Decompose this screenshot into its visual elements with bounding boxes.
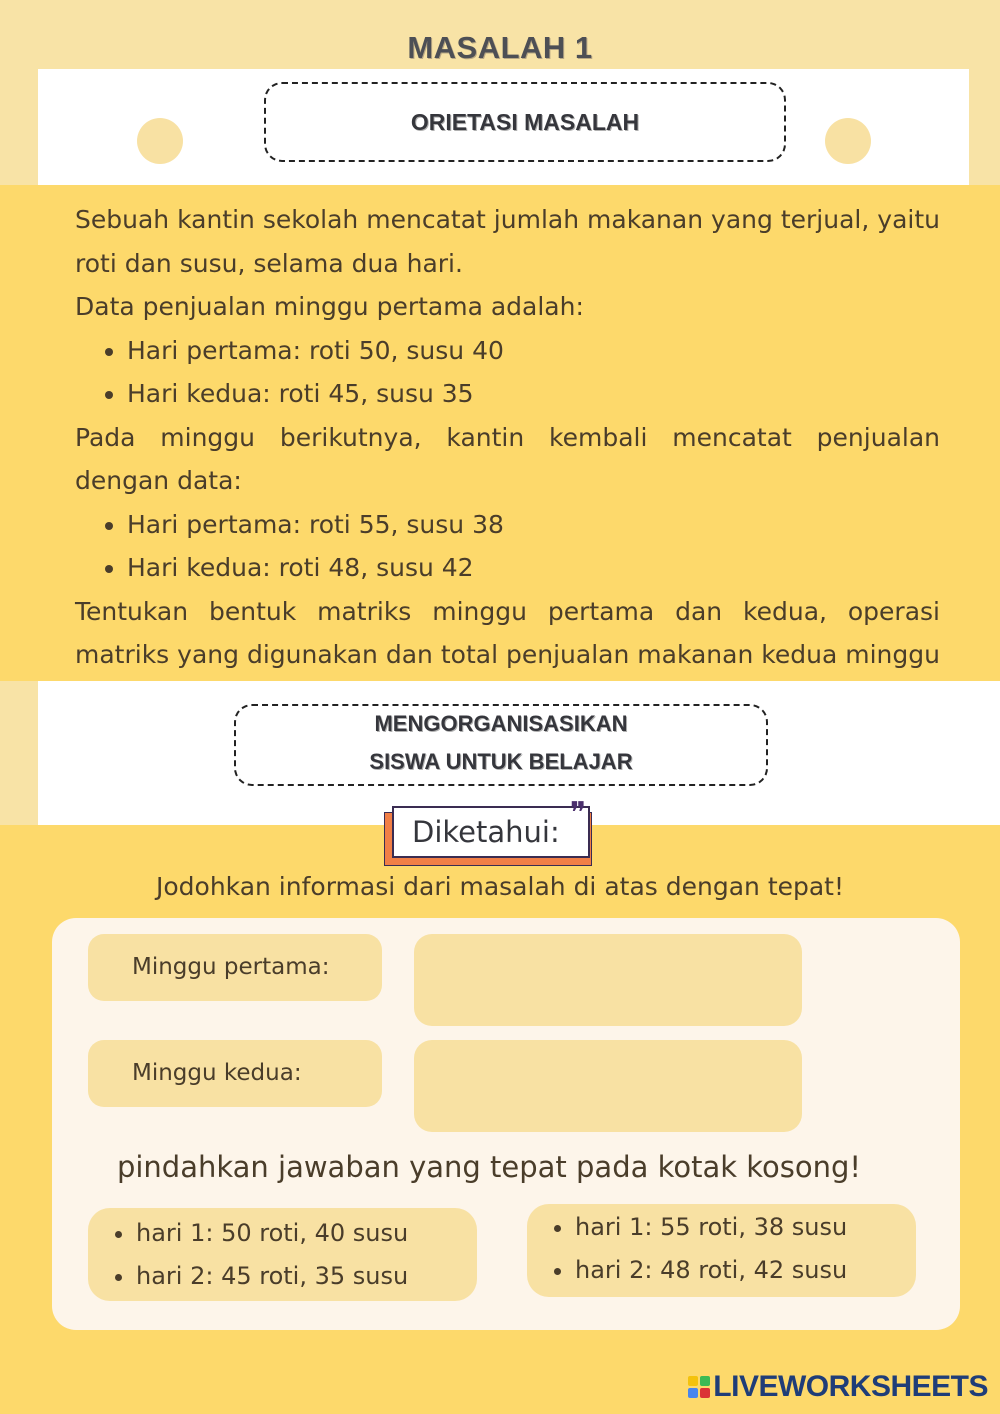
option-list: [527, 1206, 916, 1292]
section-heading-orientation: [264, 82, 786, 162]
option-line: • hari 2: 48 roti, 42 susu: [575, 1249, 916, 1292]
week1-label-text: Minggu pertama:: [132, 954, 330, 980]
problem-intro: Sebuah kantin sekolah mencatat jumlah makanan yang terjual, yaitu roti dan susu, selama dua hari.: [75, 205, 940, 278]
liveworksheets-logo-icon: [688, 1376, 710, 1398]
liveworksheets-logo: [688, 1370, 988, 1404]
page-title: MASALAH 1: [407, 30, 593, 65]
known-label-card: [384, 796, 598, 866]
quote-icon: ❞: [570, 796, 587, 831]
draggable-option-week1[interactable]: [88, 1208, 477, 1301]
week2-label: [88, 1040, 382, 1107]
list-item: • Hari kedua: roti 45, susu 35: [127, 372, 940, 416]
brand-text: LIVEWORKSHEETS: [713, 1370, 988, 1403]
week2-list: [75, 503, 940, 590]
list-item: • Hari kedua: roti 48, susu 42: [127, 546, 940, 590]
week1-drop-zone[interactable]: [414, 934, 802, 1026]
section-heading-line2: SISWA UNTUK BELAJAR: [369, 749, 633, 774]
match-instruction: Jodohkan informasi dari masalah di atas dengan tepat!: [155, 872, 845, 901]
list-item: • Hari pertama: roti 55, susu 38: [127, 503, 940, 547]
week1-lead: Data penjualan minggu pertama adalah:: [75, 292, 584, 321]
problem-text: [75, 198, 940, 720]
section-heading-organize: [234, 704, 768, 786]
known-label: Diketahui:: [392, 806, 590, 858]
section-heading-text: ORIETASI MASALAH: [410, 109, 640, 135]
week1-list: [75, 329, 940, 416]
decorative-dot-left: [137, 118, 183, 164]
list-item: • Hari pertama: roti 50, susu 40: [127, 329, 940, 373]
option-line: • hari 1: 55 roti, 38 susu: [575, 1206, 916, 1249]
week1-label: [88, 934, 382, 1001]
week2-lead: Pada minggu berikutnya, kantin kembali mencatat penjualan dengan data:: [75, 422, 940, 495]
week2-label-text: Minggu kedua:: [132, 1060, 302, 1086]
problem-question: Tentukan bentuk matriks minggu pertama dan kedua, operasi matriks yang digunakan dan total penjualan makanan kedua minggu: [75, 596, 940, 669]
draggable-option-week2[interactable]: [527, 1204, 916, 1297]
move-instruction: pindahkan jawaban yang tepat pada kotak kosong!: [116, 1150, 862, 1184]
decorative-dot-right: [825, 118, 871, 164]
section-heading-line1: MENGORGANISASIKAN: [374, 711, 628, 736]
option-line: • hari 1: 50 roti, 40 susu: [136, 1212, 477, 1255]
option-line: • hari 2: 45 roti, 35 susu: [136, 1255, 477, 1298]
option-list: [88, 1212, 477, 1298]
week2-drop-zone[interactable]: [414, 1040, 802, 1132]
